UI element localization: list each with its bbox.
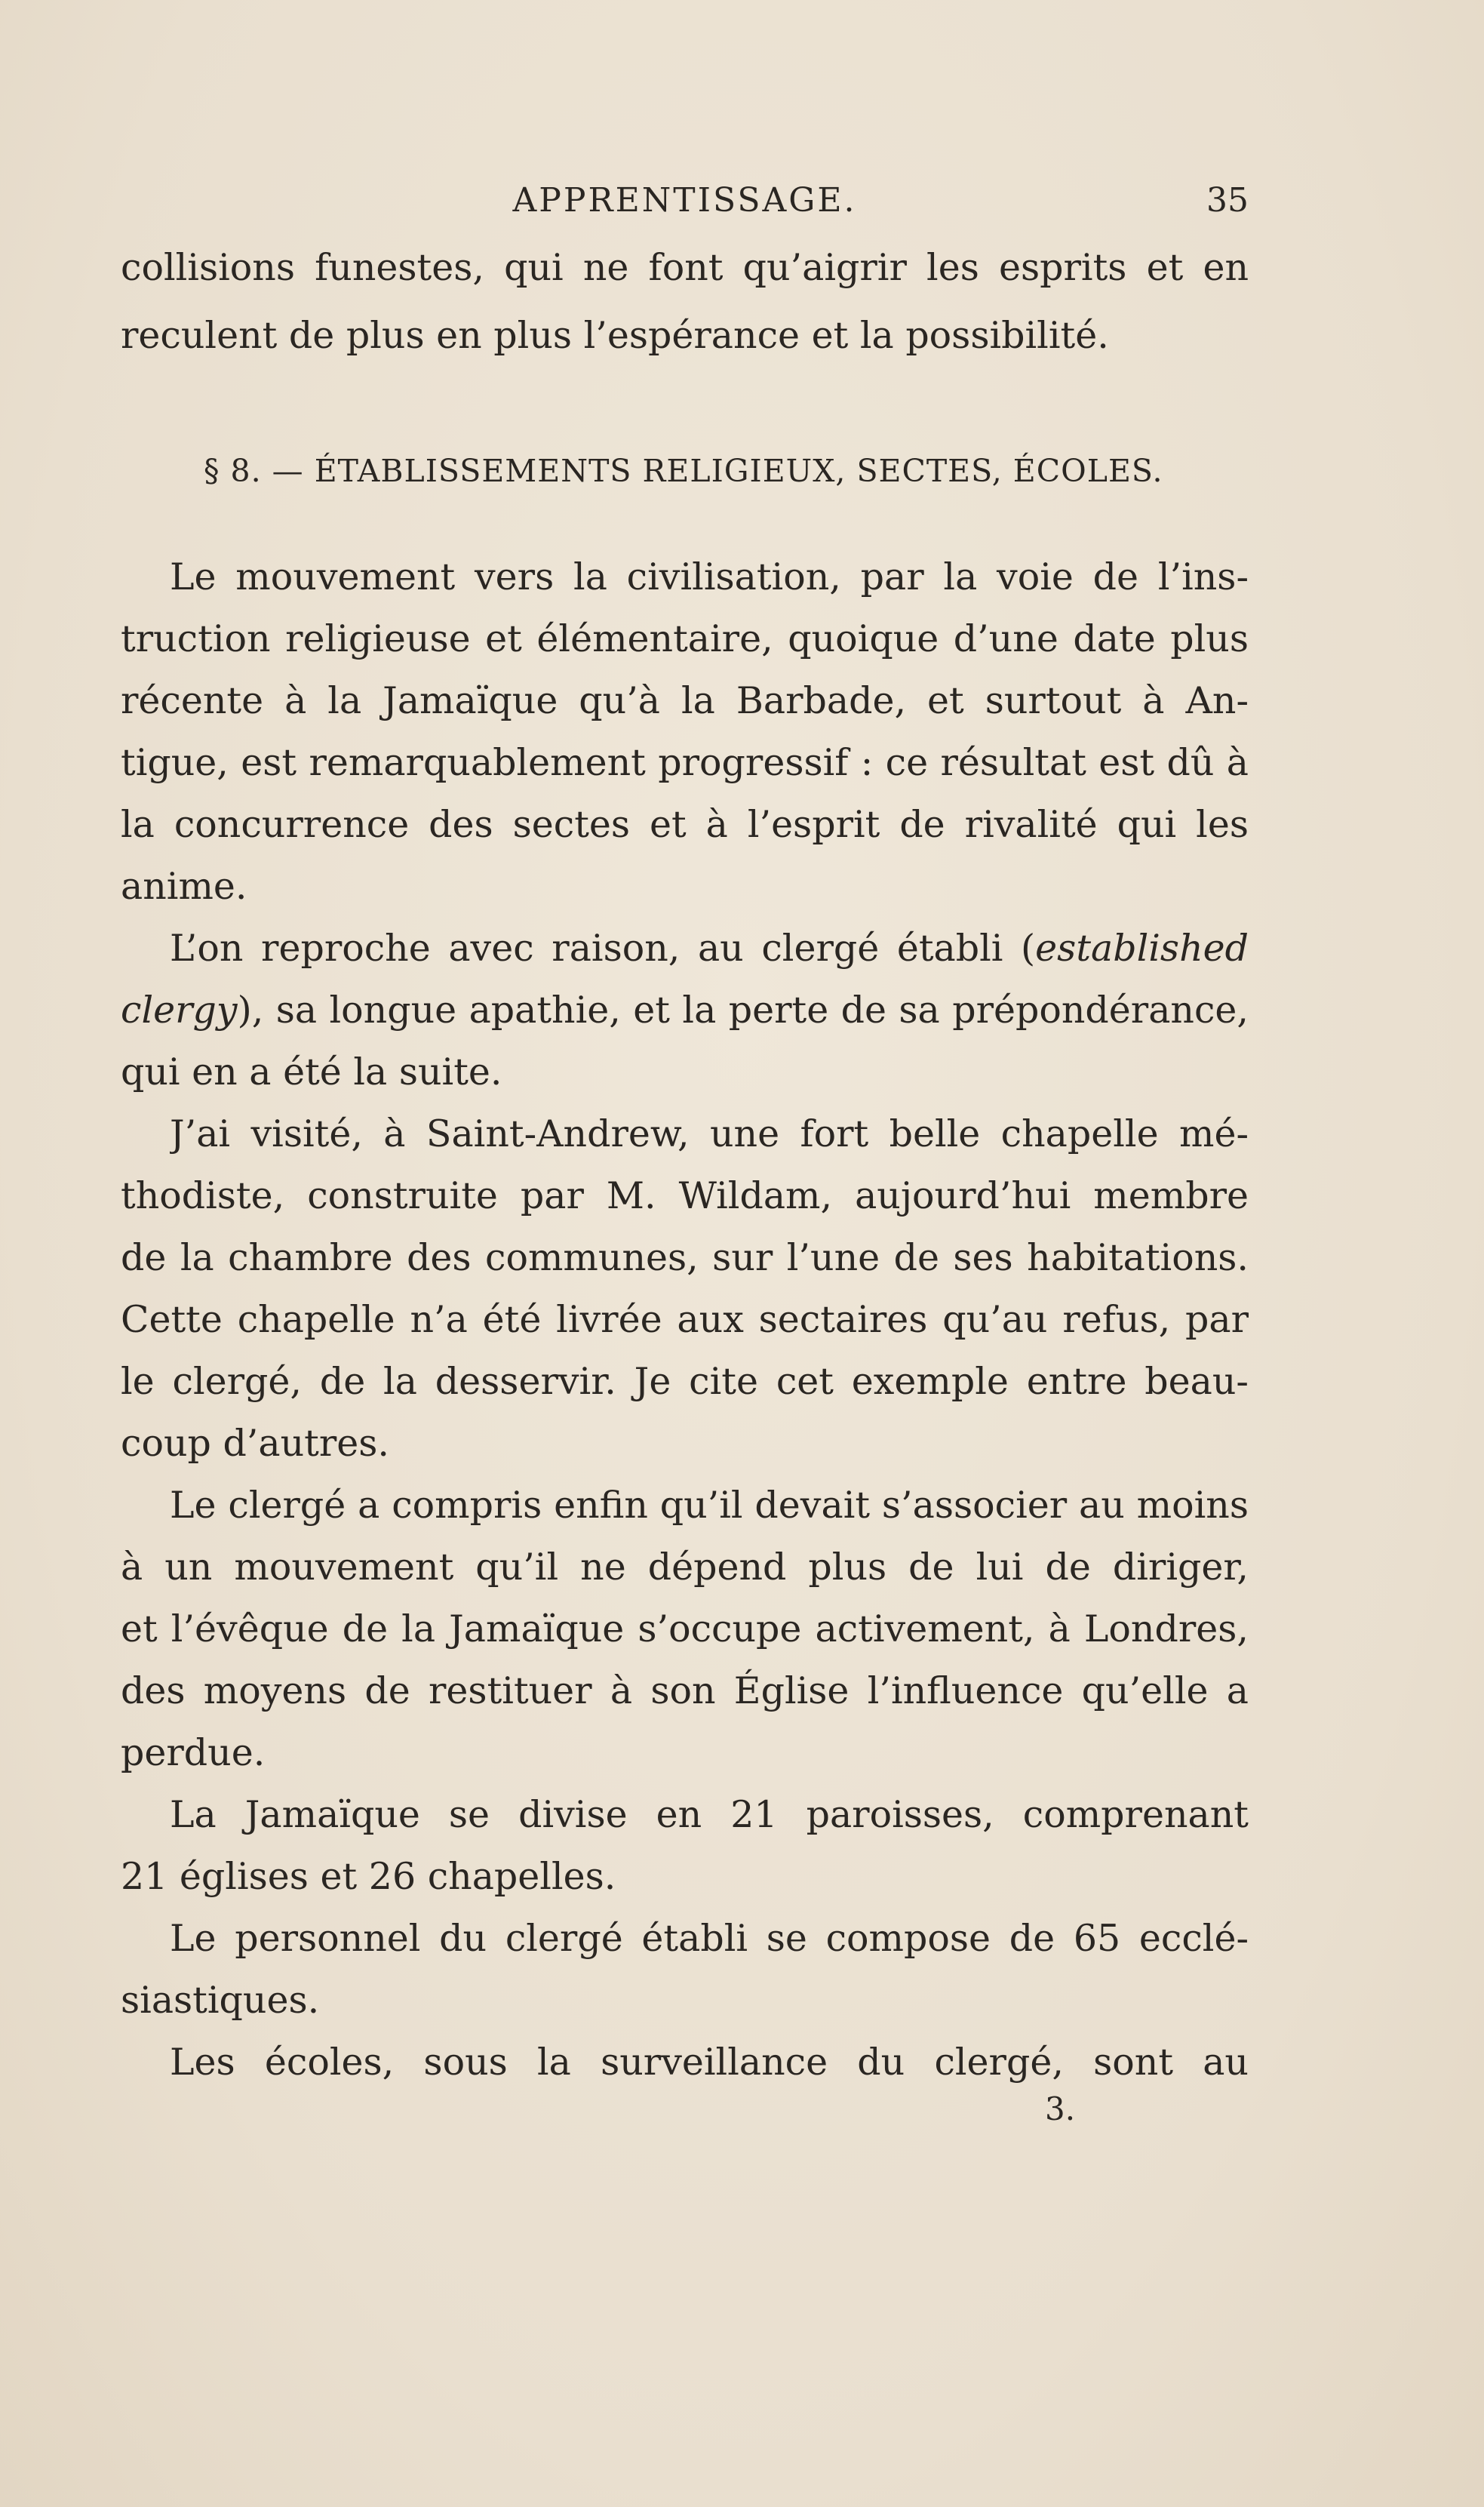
text-line: le clergé, de la desservir. Je cite cet exemple entre beau- (121, 1360, 1249, 1403)
text-line: coup d’autres. (121, 1422, 389, 1465)
page-header (121, 181, 1249, 226)
text-line: tigue, est remarquablement progressif : ce résultat est dû à (121, 741, 1249, 784)
text-line: à un mouvement qu’il ne dépend plus de lui de diriger, (121, 1546, 1249, 1589)
text-line: siastiques. (121, 1979, 320, 2022)
section-heading: § 8. — ÉTABLISSEMENTS RELIGIEUX, SECTES, ÉCOLES. (204, 453, 1163, 489)
text-span: L’on reproche avec raison, au clergé établi ( (170, 927, 1036, 970)
text-line: La Jamaïque se divise en 21 paroisses, comprenant (170, 1793, 1249, 1836)
text-line: et l’évêque de la Jamaïque s’occupe activement, à Londres, (121, 1607, 1249, 1650)
text-line: des moyens de restituer à son Église l’influence qu’elle a (121, 1669, 1249, 1712)
text-line (170, 922, 1249, 975)
text-line: qui en a été la suite. (121, 1050, 502, 1094)
text-line: 21 églises et 26 chapelles. (121, 1855, 616, 1898)
text-line: reculent de plus en plus l’espérance et la possibilité. (121, 314, 1109, 357)
italic-text: clergy (121, 989, 238, 1032)
text-span: ), sa longue apathie, et la perte de sa prépondérance, (237, 989, 1249, 1032)
running-head: APPRENTISSAGE. (512, 181, 857, 220)
text-line: perdue. (121, 1731, 266, 1774)
text-line: truction religieuse et élémentaire, quoique d’une date plus (121, 617, 1249, 660)
text-line: thodiste, construite par M. Wildam, aujourd’hui membre (121, 1174, 1249, 1217)
text-line: collisions funestes, qui ne font qu’aigrir les esprits et en (121, 246, 1249, 289)
text-line: Les écoles, sous la surveillance du clergé, sont au (170, 2041, 1249, 2084)
text-line (121, 984, 1249, 1037)
text-line: Le mouvement vers la civilisation, par la voie de l’ins- (170, 555, 1249, 598)
text-line: Le clergé a compris enfin qu’il devait s’associer au moins (170, 1484, 1249, 1527)
text-line: récente à la Jamaïque qu’à la Barbade, et surtout à An- (121, 679, 1249, 722)
text-line: Le personnel du clergé établi se compose de 65 ecclé- (170, 1917, 1249, 1960)
text-line: de la chambre des communes, sur l’une de ses habitations. (121, 1236, 1249, 1279)
signature-mark: 3. (1045, 2090, 1076, 2127)
text-line: la concurrence des sectes et à l’esprit de rivalité qui les (121, 803, 1249, 846)
italic-text: established (1035, 927, 1249, 970)
text-line: J’ai visité, à Saint-Andrew, une fort belle chapelle mé- (170, 1112, 1249, 1155)
text-line: anime. (121, 865, 247, 908)
text-line: Cette chapelle n’a été livrée aux sectaires qu’au refus, par (121, 1298, 1249, 1341)
page-number: 35 (1206, 181, 1249, 220)
